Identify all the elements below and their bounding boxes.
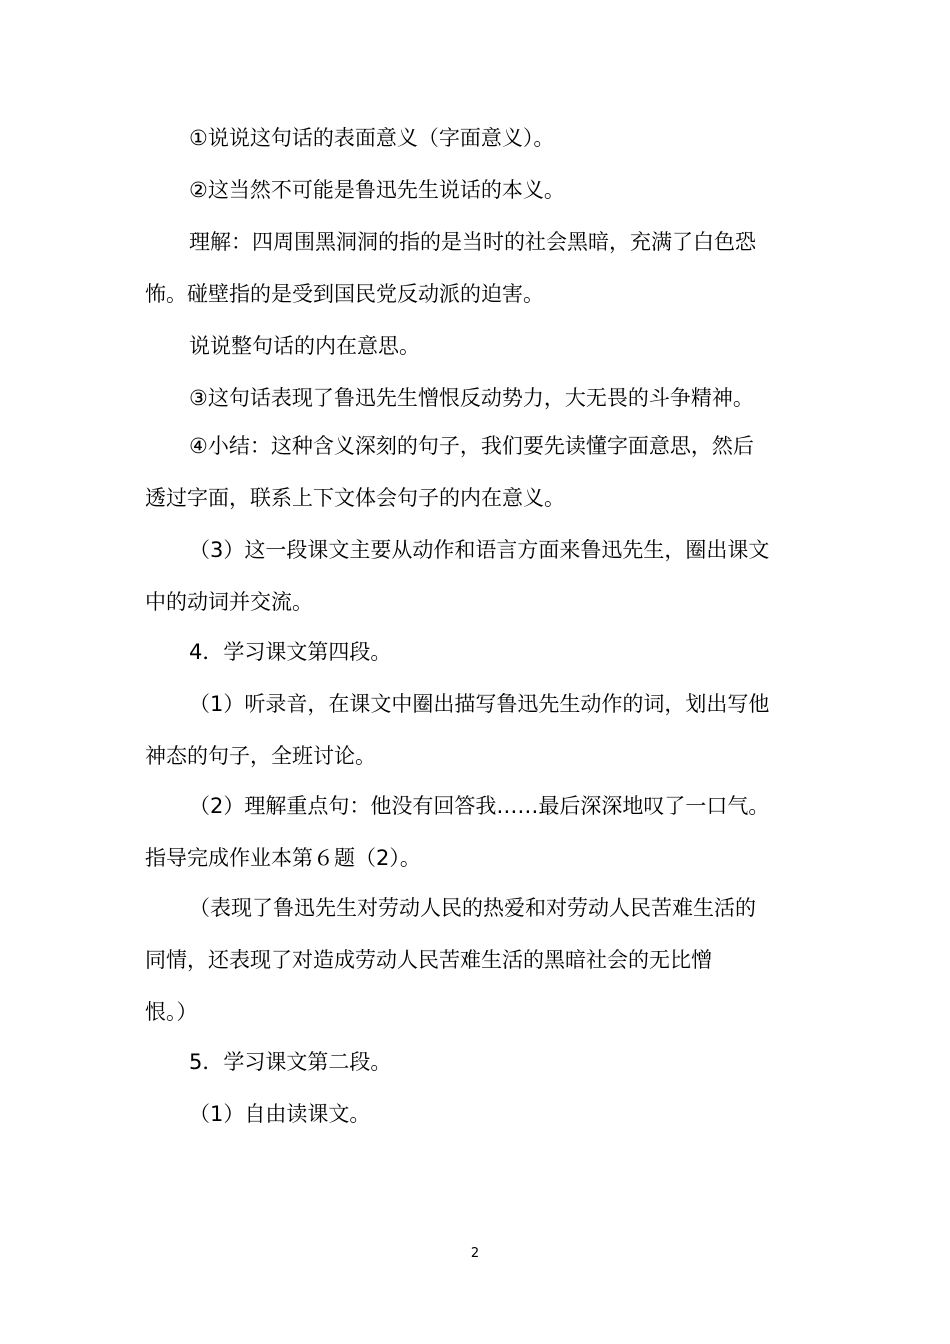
paragraph-12	[145, 1036, 810, 1088]
paragraph-line: ④小结：这种含义深刻的句子，我们要先读懂字面意思，然后	[189, 434, 754, 458]
paragraph-line: 5．学习课文第二段。	[189, 1050, 392, 1074]
paragraph-line: （3）这一段课文主要从动作和语言方面来鲁迅先生，圈出课文	[189, 538, 770, 562]
paragraph-line: 指导完成作业本第６题（2）。	[145, 846, 421, 870]
paragraph-2	[145, 164, 810, 216]
paragraph-line: 神态的句子，全班讨论。	[145, 744, 376, 768]
paragraph-line: 中的动词并交流。	[145, 590, 313, 614]
paragraph-line: ①说说这句话的表面意义（字面意义）。	[189, 126, 555, 150]
paragraph-10	[145, 780, 810, 884]
paragraph-7	[145, 524, 810, 628]
paragraph-line: ②这当然不可能是鲁迅先生说话的本义。	[189, 178, 565, 202]
paragraph-13	[145, 1088, 810, 1140]
paragraph-line: 同情，还表现了对造成劳动人民苦难生活的黑暗社会的无比憎	[145, 948, 712, 972]
paragraph-3	[145, 216, 810, 320]
paragraph-5	[145, 372, 810, 424]
page-number: 2	[470, 1246, 480, 1261]
paragraph-line: （2）理解重点句：他没有回答我……最后深深地叹了一口气。	[189, 794, 770, 818]
paragraph-line: 4．学习课文第四段。	[189, 640, 392, 664]
paragraph-6	[145, 420, 810, 524]
paragraph-line: （1）听录音，在课文中圈出描写鲁迅先生动作的词，划出写他	[189, 692, 770, 716]
paragraph-1	[145, 112, 810, 164]
paragraph-line: （表现了鲁迅先生对劳动人民的热爱和对劳动人民苦难生活的	[189, 896, 756, 920]
paragraph-line: 理解：四周围黑洞洞的指的是当时的社会黑暗，充满了白色恐	[189, 230, 756, 254]
paragraph-4	[145, 320, 810, 372]
paragraph-11	[145, 882, 810, 1038]
paragraph-line: 透过字面，联系上下文体会句子的内在意义。	[145, 486, 565, 510]
paragraph-8	[145, 626, 810, 678]
paragraph-line: 恨。）	[145, 1000, 198, 1024]
paragraph-line: （1）自由读课文。	[189, 1102, 371, 1126]
paragraph-line: ③这句话表现了鲁迅先生憎恨反动势力，大无畏的斗争精神。	[189, 386, 754, 410]
paragraph-line: 说说整句话的内在意思。	[189, 334, 420, 358]
paragraph-line: 怖。碰壁指的是受到国民党反动派的迫害。	[145, 282, 544, 306]
paragraph-9	[145, 678, 810, 782]
